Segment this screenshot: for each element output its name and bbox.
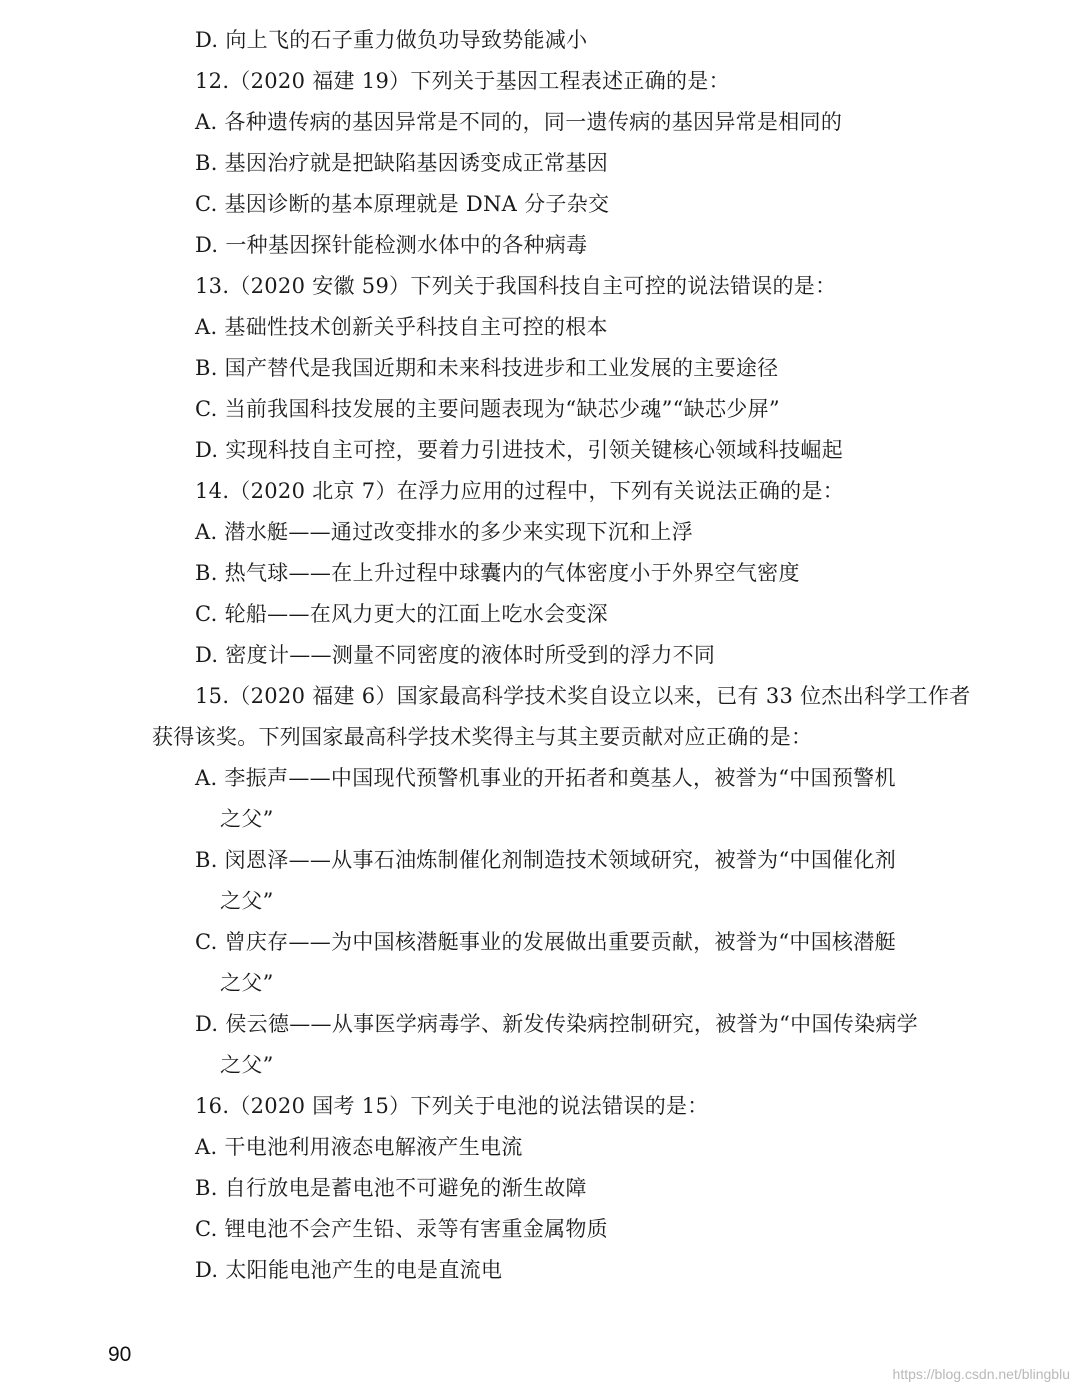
option-line: B. 闵恩泽——从事石油炼制催化剂制造技术领域研究，被誉为“中国催化剂 <box>195 848 897 872</box>
option-line: D. 实现科技自主可控，要着力引进技术，引领关键核心领域科技崛起 <box>195 438 844 462</box>
option-line: A. 基础性技术创新关乎科技自主可控的根本 <box>195 315 608 339</box>
option-line: B. 自行放电是蓄电池不可避免的渐生故障 <box>195 1176 587 1200</box>
watermark-text: https://blog.csdn.net/blingblu <box>892 1366 1070 1382</box>
option-line: A. 各种遗传病的基因异常是不同的，同一遗传病的基因异常是相同的 <box>195 110 843 134</box>
option-line-continuation: 之父” <box>220 889 274 913</box>
option-line: D. 密度计——测量不同密度的液体时所受到的浮力不同 <box>195 643 716 667</box>
option-line: A. 李振声——中国现代预警机事业的开拓者和奠基人，被誉为“中国预警机 <box>195 766 896 790</box>
option-line: A. 潜水艇——通过改变排水的多少来实现下沉和上浮 <box>195 520 694 544</box>
option-line: C. 锂电池不会产生铅、汞等有害重金属物质 <box>195 1217 608 1241</box>
option-line: D. 一种基因探针能检测水体中的各种病毒 <box>195 233 588 257</box>
option-line: B. 热气球——在上升过程中球囊内的气体密度小于外界空气密度 <box>195 561 800 585</box>
option-line: C. 曾庆存——为中国核潜艇事业的发展做出重要贡献，被誉为“中国核潜艇 <box>195 930 896 954</box>
option-line: B. 基因治疗就是把缺陷基因诱变成正常基因 <box>195 151 609 175</box>
question-stem: 16.（2020 国考 15）下列关于电池的说法错误的是： <box>195 1094 709 1118</box>
question-text-block <box>0 20 1080 1291</box>
option-line: D. 太阳能电池产生的电是直流电 <box>195 1258 503 1282</box>
option-line: C. 当前我国科技发展的主要问题表现为“缺芯少魂”“缺芯少屏” <box>195 397 780 421</box>
option-line: B. 国产替代是我国近期和未来科技进步和工业发展的主要途径 <box>195 356 779 380</box>
option-line: C. 基因诊断的基本原理就是 DNA 分子杂交 <box>195 192 610 216</box>
question-stem: 14.（2020 北京 7）在浮力应用的过程中，下列有关说法正确的是： <box>195 479 845 503</box>
question-stem: 12.（2020 福建 19）下列关于基因工程表述正确的是： <box>195 69 730 93</box>
option-line-continuation: 之父” <box>220 807 274 831</box>
option-line: D. 侯云德——从事医学病毒学、新发传染病控制研究，被誉为“中国传染病学 <box>195 1012 918 1036</box>
option-line: A. 干电池利用液态电解液产生电流 <box>195 1135 523 1159</box>
option-line: D. 向上飞的石子重力做负功导致势能减小 <box>195 28 588 52</box>
question-stem-continuation: 获得该奖。下列国家最高科学技术奖得主与其主要贡献对应正确的是： <box>152 725 813 749</box>
option-line-continuation: 之父” <box>220 1053 274 1077</box>
page-number: 90 <box>108 1343 132 1366</box>
question-stem: 15.（2020 福建 6）国家最高科学技术奖自设立以来，已有 33 位杰出科学工作者 <box>195 684 971 708</box>
question-stem: 13.（2020 安徽 59）下列关于我国科技自主可控的说法错误的是： <box>195 274 837 298</box>
option-line-continuation: 之父” <box>220 971 274 995</box>
option-line: C. 轮船——在风力更大的江面上吃水会变深 <box>195 602 608 626</box>
